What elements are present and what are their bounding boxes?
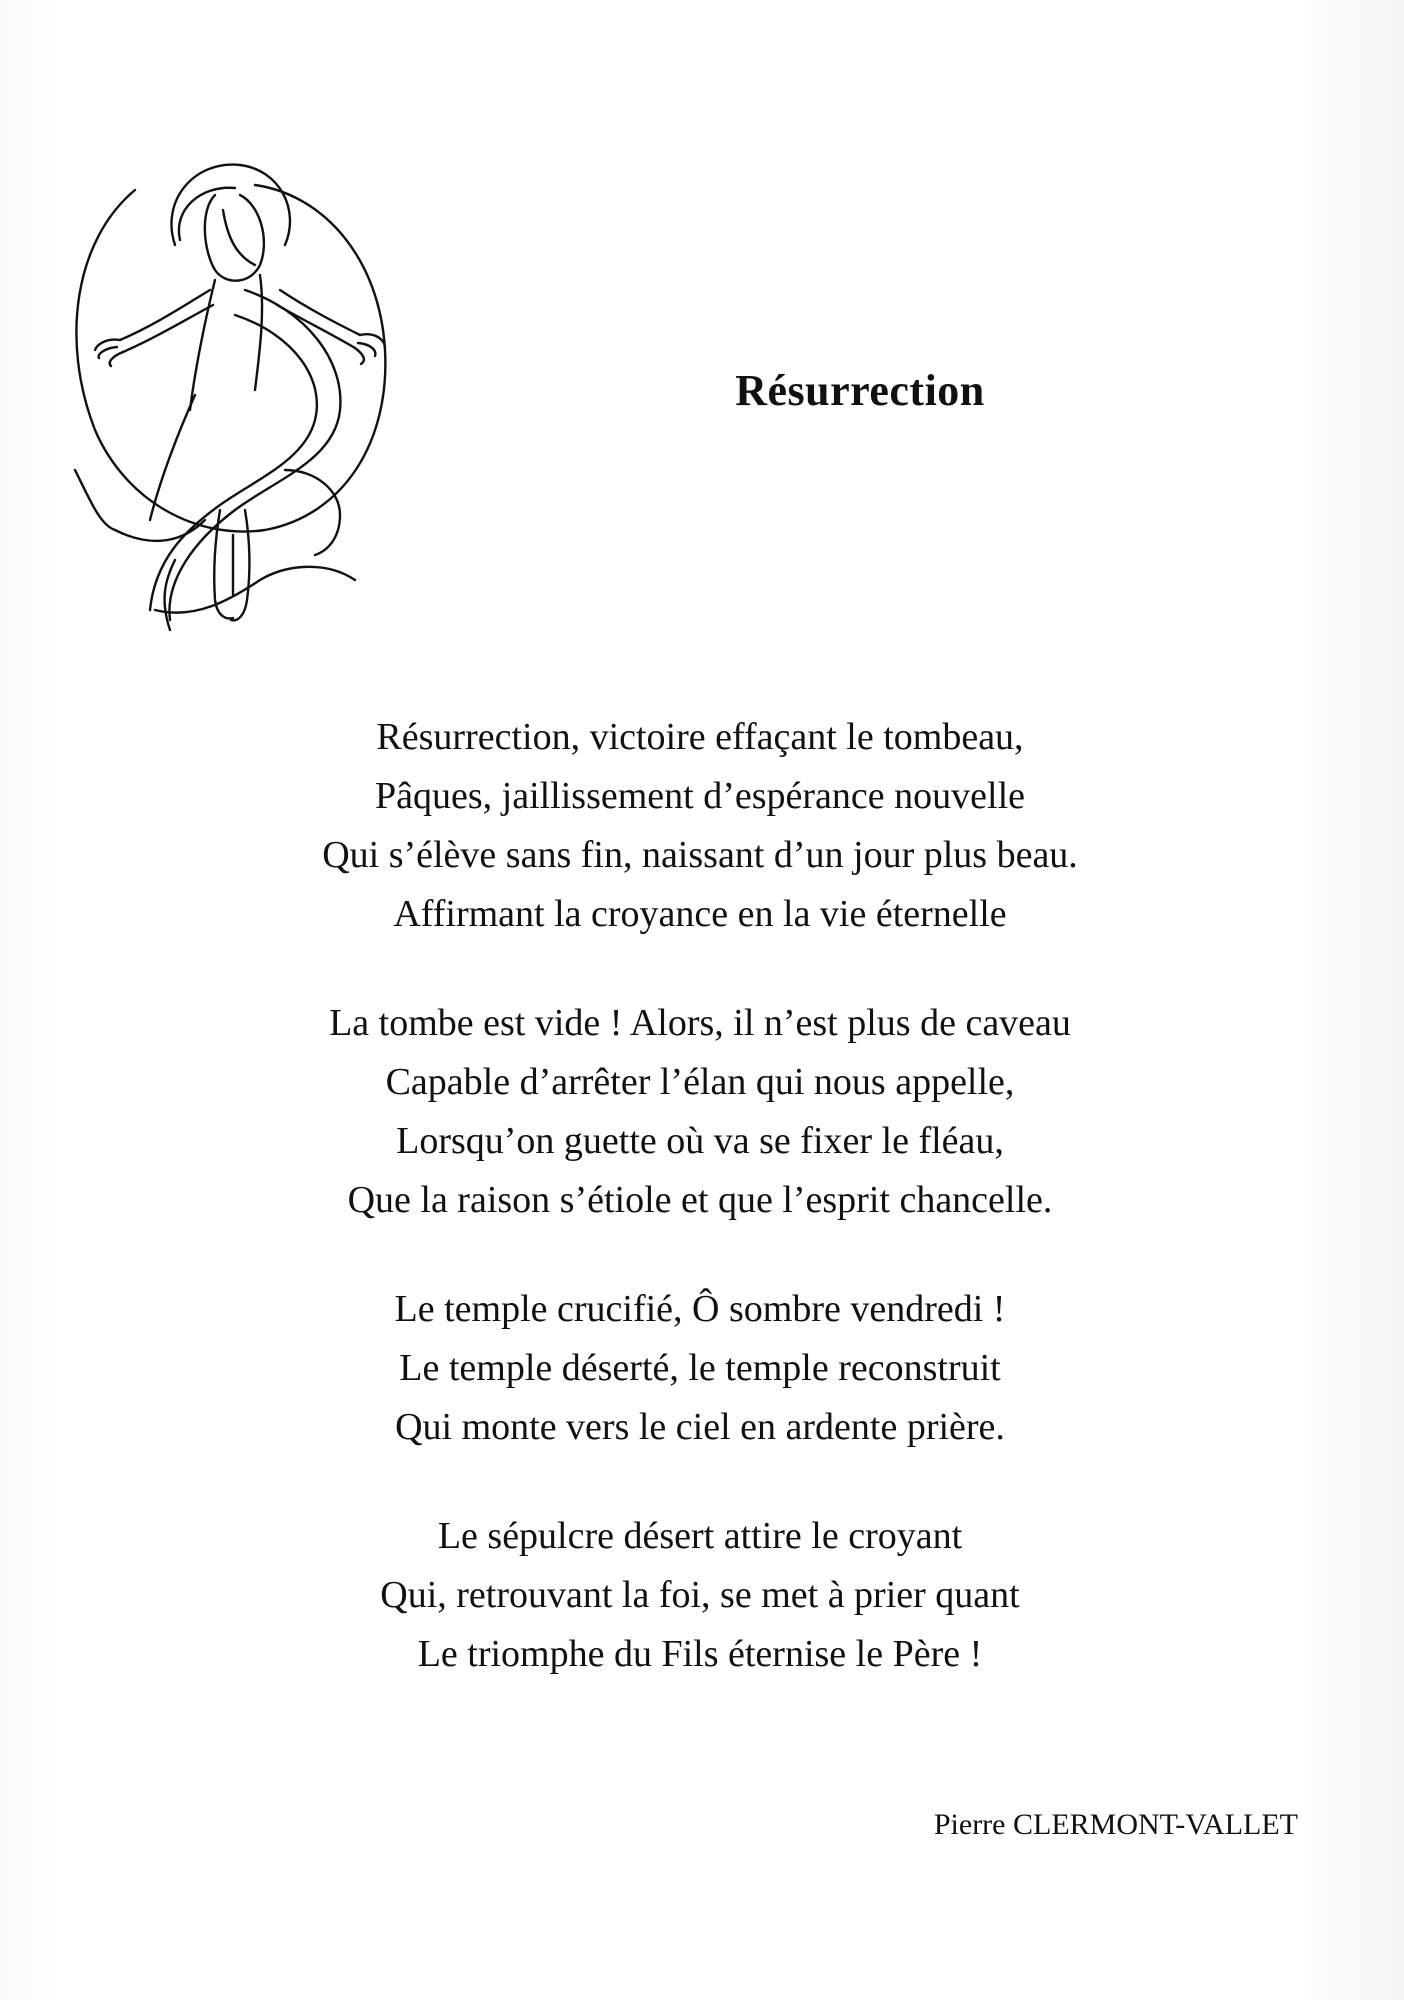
verse-line: Qui monte vers le ciel en ardente prière. <box>395 1406 1005 1448</box>
verse-line: Le temple déserté, le temple reconstruit <box>399 1347 1001 1389</box>
verse-line: Qui s’élève sans fin, naissant d’un jour plus beau. <box>322 834 1078 876</box>
verse-line: Affirmant la croyance en la vie éternelle <box>393 893 1007 935</box>
poem-body <box>200 708 1200 1734</box>
verse-line: Lorsqu’on guette où va se fixer le fléau, <box>396 1120 1004 1162</box>
poem-author: Pierre CLERMONT-VALLET <box>933 1808 1298 1841</box>
stanza-3 <box>200 1280 1200 1457</box>
verse-line: Le sépulcre désert attire le croyant <box>437 1515 963 1557</box>
verse-line: Capable d’arrêter l’élan qui nous appelle, <box>385 1061 1015 1103</box>
verse-line: Le triomphe du Fils éternise le Père ! <box>417 1633 983 1675</box>
stanza-2 <box>200 994 1200 1230</box>
verse-line: Que la raison s’étiole et que l’esprit chancelle. <box>347 1179 1053 1221</box>
verse-line: La tombe est vide ! Alors, il n’est plus de caveau <box>329 1002 1071 1044</box>
stanza-1 <box>200 708 1200 944</box>
verse-line: Résurrection, victoire effaçant le tombeau, <box>376 716 1024 758</box>
verse-line: Qui, retrouvant la foi, se met à prier quant <box>380 1574 1020 1616</box>
stanza-4 <box>200 1507 1200 1684</box>
verse-line: Pâques, jaillissement d’espérance nouvelle <box>374 775 1025 817</box>
verse-line: Le temple crucifié, Ô sombre vendredi ! <box>394 1288 1006 1330</box>
risen-christ-line-drawing-icon <box>55 140 405 650</box>
poem-title: Résurrection <box>735 366 985 415</box>
